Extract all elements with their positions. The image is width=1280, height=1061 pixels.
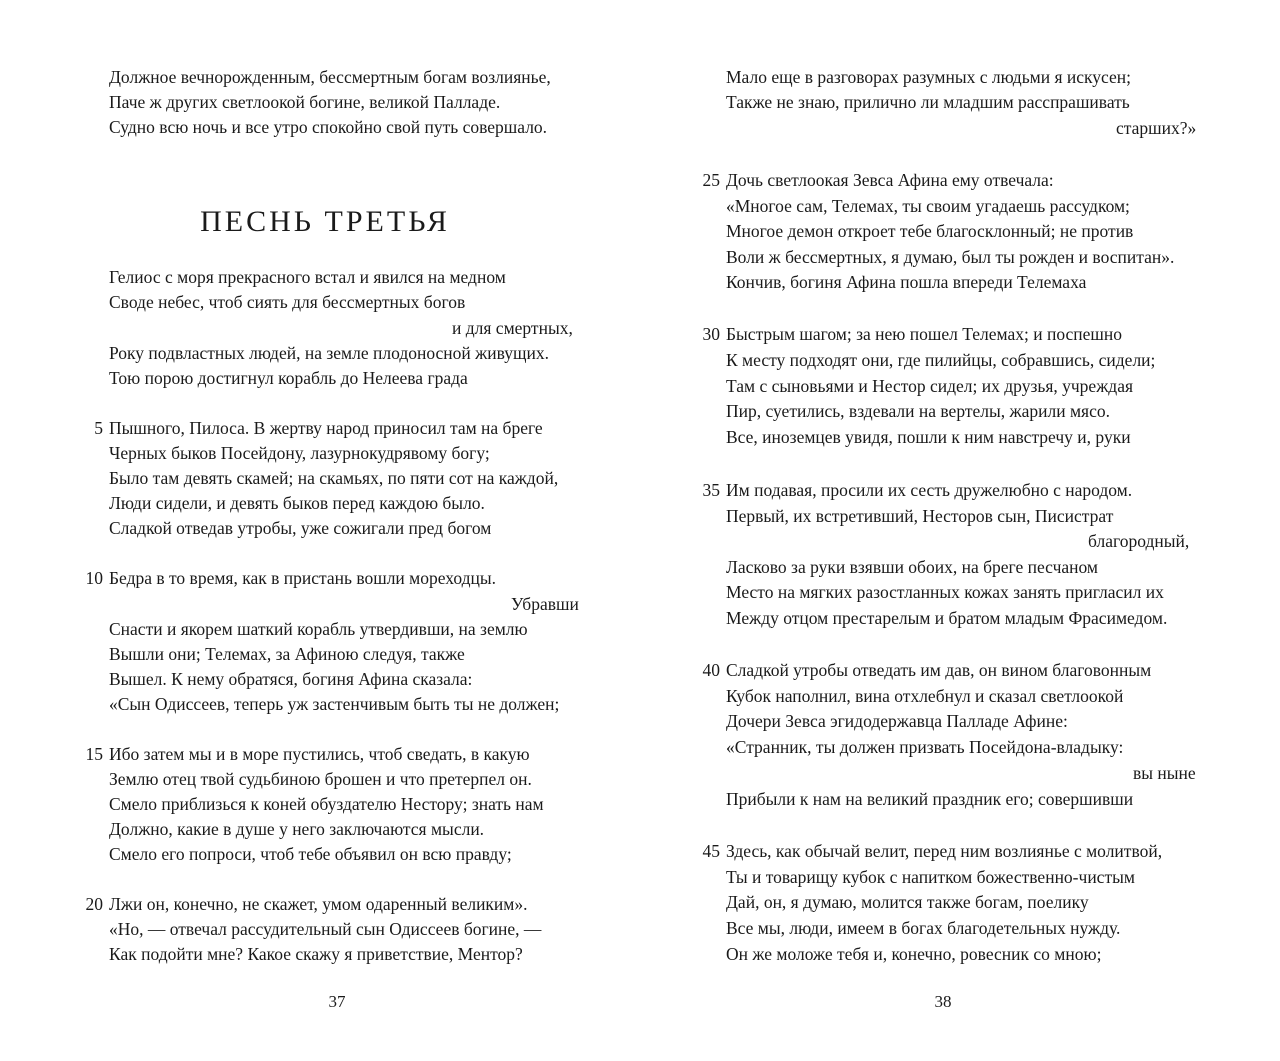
verse-line: Пир, суетились, вздевали на вертелы, жарили мясо. [726,401,1110,421]
page-number: 38 [934,992,952,1011]
verse-line: Року подвластных людей, на земле плодоносной живущих. [109,343,549,363]
verse-line: «Странник, ты должен призвать Посейдона-владыку: [726,737,1124,757]
verse-line-continuation: старших?» [1116,118,1197,138]
verse-line: Прибыли к нам на великий праздник его; совершивши [726,789,1134,809]
verse-line: Сладкой утробы отведать им дав, он вином благовонным [726,660,1152,680]
verse-line: Многое демон откроет тебе благосклонный; не против [726,221,1134,241]
verse-line-continuation: Убравши [511,594,579,614]
verse-line: Там с сыновьями и Нестор сидел; их друзья, учреждая [726,376,1134,396]
verse-line: Должное вечнорожденным, бессмертным богам возлиянье, [109,67,551,87]
verse-line: Дочь светлоокая Зевса Афина ему отвечала: [726,170,1054,190]
verse-line: Ласково за руки взявши обоих, на бреге песчаном [726,557,1099,577]
verse-line: Землю отец твой судьбиною брошен и что претерпел он. [109,769,532,789]
verse-line: Ибо затем мы и в море пустились, чтоб сведать, в какую [109,744,530,764]
verse-line: Гелиос с моря прекрасного встал и явился на медном [109,267,506,287]
line-number: 30 [702,324,720,344]
line-number: 20 [85,894,103,914]
verse-line: Им подавая, просили их сесть дружелюбно с народом. [726,480,1133,500]
verse-line: Все мы, люди, имеем в богах благодетельных нужду. [726,918,1121,938]
verse-line: Воли ж бессмертных, я думаю, был ты рожден и воспитан». [726,247,1175,267]
line-number: 40 [702,660,720,680]
verse-line: Паче ж других светлоокой богине, великой Палладе. [109,92,501,112]
verse-line: Вышли они; Телемах, за Афиною следуя, также [109,644,465,664]
verse-line: Все, иноземцев увидя, пошли к ним навстречу и, руки [726,427,1131,447]
verse-line: Дай, он, я думаю, молится также богам, поелику [726,892,1089,912]
verse-line: Смело приблизься к коней обуздателю Нестору; знать нам [109,794,544,814]
verse-line: К месту подходят они, где пилийцы, собравшись, сидели; [726,350,1156,370]
chapter-heading: ПЕСНЬ ТРЕТЬЯ [200,205,450,238]
verse-line-continuation: благородный, [1088,531,1190,551]
verse-line-continuation: и для смертных, [452,318,573,338]
verse-line: Судно всю ночь и все утро спокойно свой путь совершало. [109,117,548,137]
verse-line: «Многое сам, Телемах, ты своим угадаешь рассудком; [726,196,1130,216]
line-number: 5 [94,418,103,438]
verse-line: Место на мягких разостланных кожах занять пригласил их [726,582,1164,602]
line-number: 15 [85,744,103,764]
verse-line: Быстрым шагом; за нею пошел Телемах; и поспешно [726,324,1122,344]
line-number: 45 [702,841,720,861]
verse-line: Черных быков Посейдону, лазурнокудрявому богу; [109,443,490,463]
line-number: 10 [85,568,103,588]
verse-line: Тою порою достигнул корабль до Нелеева града [109,368,468,388]
verse-line: Кубок наполнил, вина отхлебнул и сказал светлоокой [726,686,1124,706]
verse-line: Люди сидели, и девять быков перед каждою было. [109,493,485,513]
verse-line: Он же моложе тебя и, конечно, ровесник со мною; [726,944,1102,964]
verse-line: Дочери Зевса эгидодержавца Палладе Афине: [726,711,1068,731]
verse-line: Должно, какие в душе у него заключаются мысли. [109,819,485,839]
verse-line: Между отцом престарелым и братом младым Фрасимедом. [726,608,1168,628]
verse-line: Своде небес, чтоб сиять для бессмертных богов [109,292,466,312]
verse-line: Первый, их встретивший, Несторов сын, Писистрат [726,506,1114,526]
verse-line: Было там девять скамей; на скамьях, по пяти сот на каждой, [109,468,559,488]
verse-line: Кончив, богиня Афина пошла впереди Телемаха [726,272,1087,292]
verse-line: Мало еще в разговорах разумных с людьми я искусен; [726,67,1132,87]
verse-line: Как подойти мне? Какое скажу я приветствие, Ментор? [109,944,523,964]
verse-line: Лжи он, конечно, не скажет, умом одаренный великим». [109,894,528,914]
verse-line: Вышел. К нему обратяся, богиня Афина сказала: [109,669,473,689]
verse-line: «Сын Одиссеев, теперь уж застенчивым быть ты не должен; [109,694,560,714]
verse-line: Снасти и якорем шаткий корабль утвердивши, на землю [109,619,528,639]
page-number: 37 [328,992,346,1011]
line-number: 25 [702,170,720,190]
verse-line: Ты и товарищу кубок с напитком божественно-чистым [726,867,1135,887]
verse-line: Бедра в то время, как в пристань вошли мореходцы. [109,568,497,588]
verse-line: «Но, — отвечал рассудительный сын Одиссеев богине, — [109,919,542,939]
verse-line: Здесь, как обычай велит, перед ним возлиянье с молитвой, [726,841,1163,861]
verse-line-continuation: вы ныне [1133,763,1196,783]
verse-line: Также не знаю, прилично ли младшим расспрашивать [726,92,1130,112]
line-number: 35 [702,480,720,500]
verse-line: Сладкой отведав утробы, уже сожигали пред богом [109,518,492,538]
right-page [640,0,1280,1061]
verse-line: Пышного, Пилоса. В жертву народ приносил там на бреге [109,418,543,438]
verse-line: Смело его попроси, чтоб тебе объявил он всю правду; [109,844,512,864]
